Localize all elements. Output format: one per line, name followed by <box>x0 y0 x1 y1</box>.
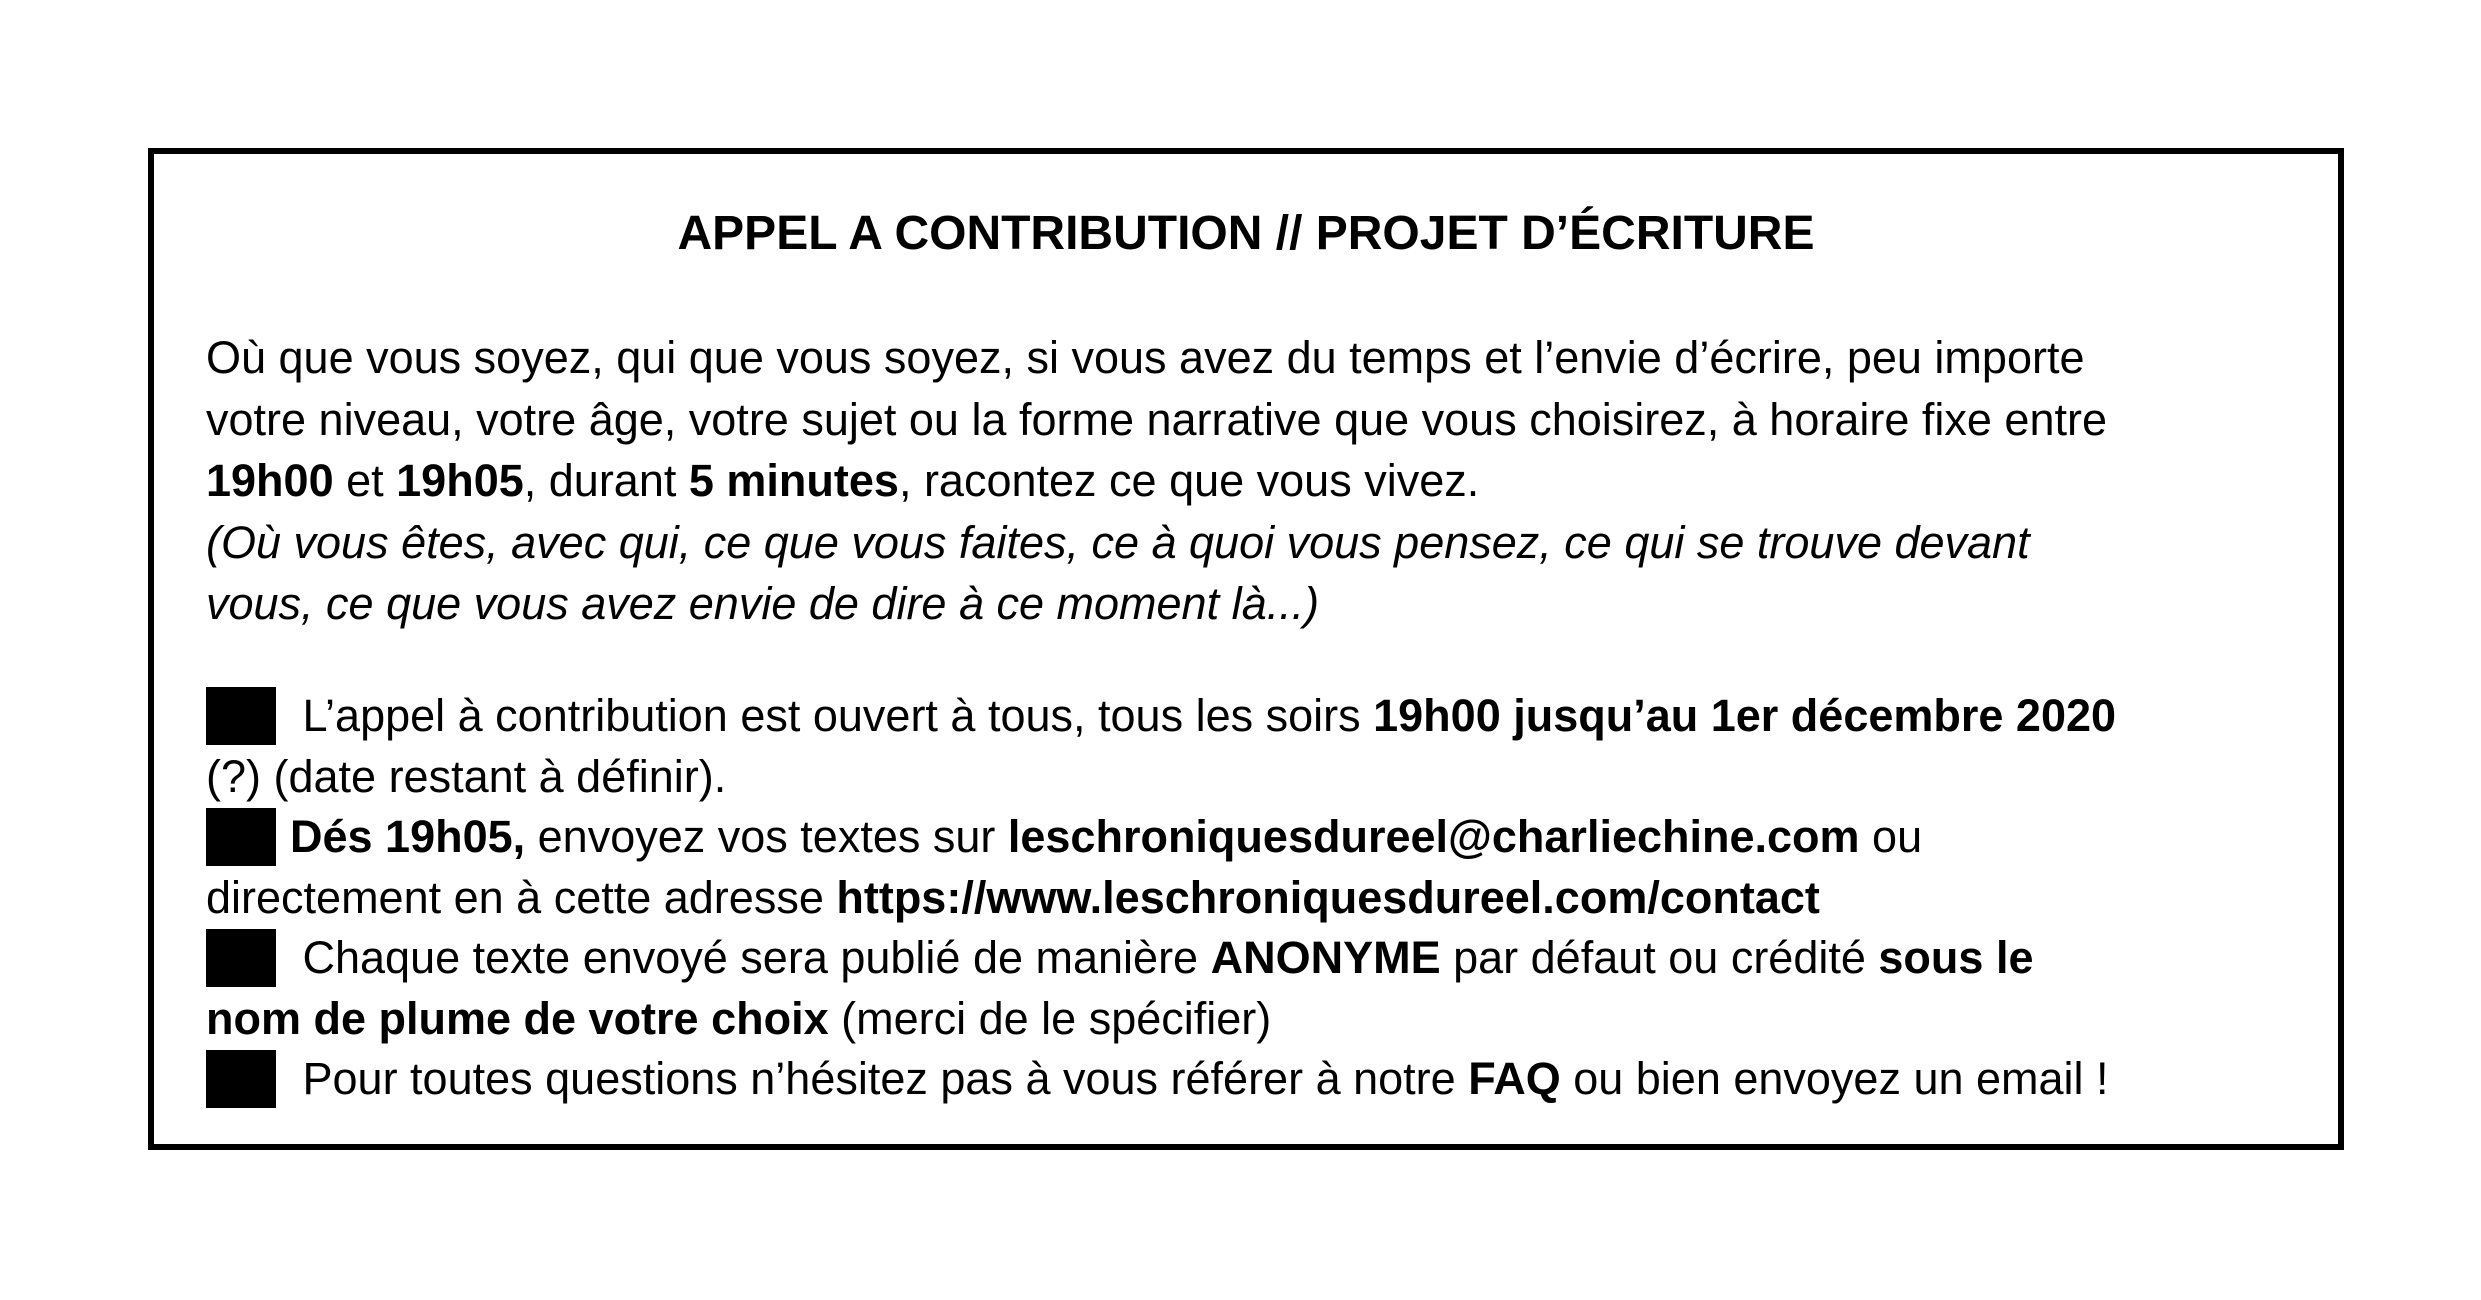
black-square-bullet-icon <box>206 808 276 866</box>
announcement-box <box>148 148 2344 1150</box>
intro-italic-line: vous, ce que vous avez envie de dire à ce moment là...) <box>206 578 1320 629</box>
black-square-bullet-icon <box>206 687 276 745</box>
list-item: Dés 19h05, envoyez vos textes sur leschroniquesdureel@charliechine.com ou <box>206 807 2326 868</box>
start-time: 19h00 <box>206 455 334 506</box>
list-item: Pour toutes questions n’hésitez pas à vous référer à notre FAQ ou bien envoyez un email ! <box>206 1049 2326 1110</box>
intro-paragraph <box>206 327 2326 635</box>
list-item: Chaque texte envoyé sera publié de manière ANONYME par défaut ou crédité sous le <box>206 928 2326 989</box>
black-square-bullet-icon <box>206 1050 276 1108</box>
intro-line: Où que vous soyez, qui que vous soyez, si vous avez du temps et l’envie d’écrire, peu importe <box>206 332 2085 383</box>
list-item-continuation: nom de plume de votre choix (merci de le spécifier) <box>206 992 1272 1044</box>
duration: 5 minutes <box>688 455 899 506</box>
list-item-continuation: directement en à cette adresse https://www.leschroniquesdureel.com/contact <box>206 871 1820 923</box>
list-item-continuation: (?) (date restant à définir). <box>206 750 727 802</box>
contact-url: https://www.leschroniquesdureel.com/contact <box>836 871 1820 923</box>
list-item: L’appel à contribution est ouvert à tous, tous les soirs 19h00 jusqu’au 1er décembre 2020 <box>206 686 2326 747</box>
intro-italic-line: (Où vous êtes, avec qui, ce que vous faites, ce à quoi vous pensez, ce qui se trouve devant <box>206 516 2030 568</box>
black-square-bullet-icon <box>206 929 276 987</box>
intro-line: 19h00 et 19h05, durant 5 minutes, racontez ce que vous vivez. <box>206 455 1480 506</box>
page-title: APPEL A CONTRIBUTION // PROJET D’ÉCRITURE <box>677 207 1815 260</box>
rules-list <box>206 686 2326 1110</box>
intro-line: votre niveau, votre âge, votre sujet ou la forme narrative que vous choisirez, à horaire fixe entre <box>206 393 2107 445</box>
email-address: leschroniquesdureel@charliechine.com <box>1007 811 1860 862</box>
end-time: 19h05 <box>396 455 524 506</box>
